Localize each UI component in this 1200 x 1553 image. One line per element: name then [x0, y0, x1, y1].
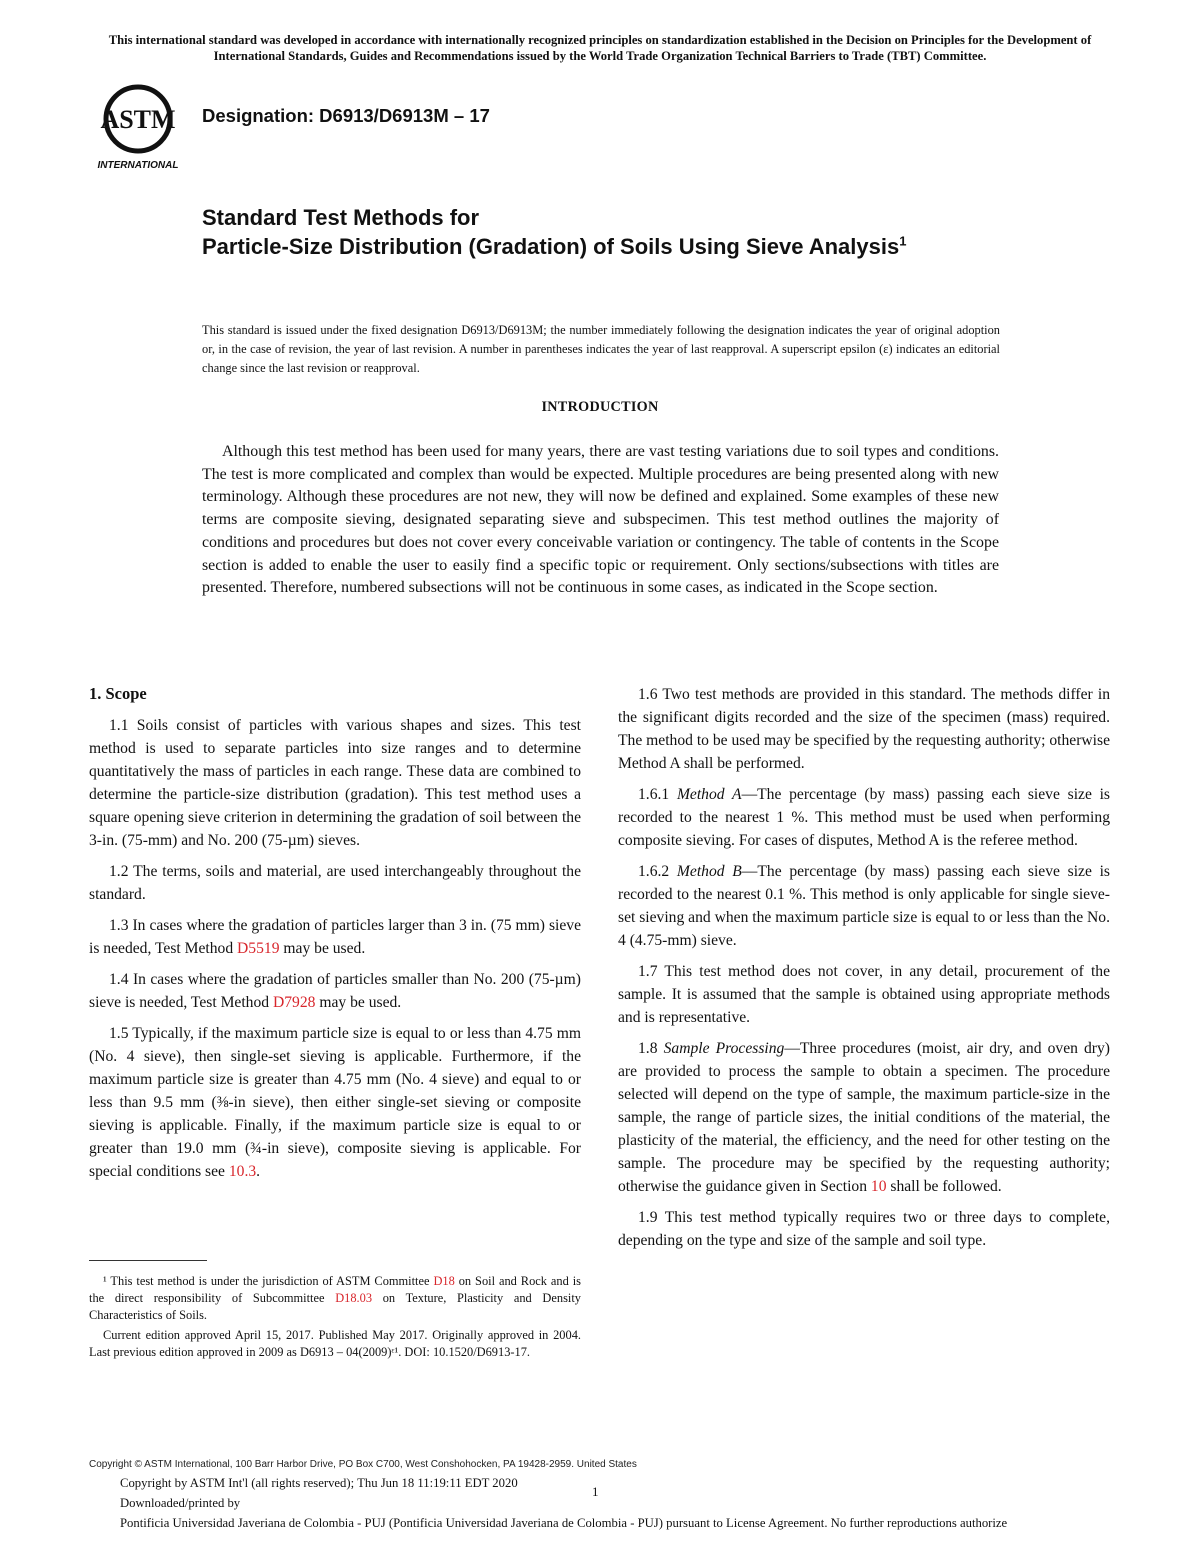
- paragraph-1-8-end: shall be followed.: [886, 1178, 1002, 1195]
- paragraph-1-1: 1.1 Soils consist of particles with various shapes and sizes. This test method is used to separate particles into size ranges and to determine quantitatively the mass of particles in each range. These data are combined to determine the particle-size distribution (gradation). This test method uses a square opening sieve criterion in determining the gradation of soil between the 3-in. (75-mm) and No. 200 (75-µm) sieves.: [89, 717, 581, 849]
- astm-logo: [86, 82, 190, 172]
- paragraph-1-6-2: [618, 860, 1110, 952]
- footnote-divider: [89, 1260, 207, 1261]
- link-d7928[interactable]: D7928: [272, 994, 316, 1011]
- page-number: 1: [592, 1484, 599, 1499]
- title-line-2: [202, 232, 1042, 261]
- paragraph-1-6-2-text: —The percentage (by mass) passing each sieve size is recorded to the nearest 0.1 %. This method is only applicable for single sieve-set sieving and when the maximum particle size is equal to or less than the No. 4 (4.75-mm) sieve.: [618, 863, 1110, 949]
- title-line-1: Standard Test Methods for: [202, 205, 480, 230]
- paragraph-1-5: [89, 1022, 581, 1183]
- link-section-10[interactable]: 10: [870, 1178, 887, 1195]
- left-column: [89, 682, 581, 1191]
- paragraph-1-6-1-text: —The percentage (by mass) passing each sieve size is recorded to the nearest 1 %. This method must be used when performing composite sieving. For cases of disputes, Method A is the referee method.: [618, 786, 1111, 849]
- paragraph-1-6: 1.6 Two test methods are provided in this standard. The methods differ in the significant digits recorded and the size of the specimen (mass) required. The method to be used may be specified by the requesting authority; otherwise Method A shall be performed.: [618, 686, 1110, 772]
- paragraph-1-8: [618, 1037, 1110, 1198]
- introduction-heading: INTRODUCTION: [541, 399, 659, 415]
- title-footnote-mark: 1: [899, 233, 907, 249]
- issue-note: This standard is issued under the fixed designation D6913/D6913M; the number immediately following the designation indicates the year of original adoption or, in the case of revision, the year of last revision. A number in parentheses indicates the year of last reapproval. A superscript epsilon (ε) indicates an editorial change since the last revision or reapproval.: [202, 323, 1000, 375]
- paragraph-1-6-1: [618, 783, 1110, 852]
- link-committee-d18[interactable]: D18: [433, 1274, 455, 1288]
- method-b-label: Method B: [676, 863, 742, 880]
- paragraph-1-4-text: 1.4 In cases where the gradation of particles smaller than No. 200 (75-µm) sieve is needed, Test Method: [89, 971, 581, 1011]
- paragraph-1-3-text: 1.3 In cases where the gradation of particles larger than 3 in. (75 mm) sieve is needed, Test Method: [89, 917, 581, 957]
- paragraph-1-6-1-number: 1.6.1: [638, 786, 677, 803]
- right-column: [618, 683, 1110, 1260]
- paragraph-1-6-2-number: 1.6.2: [638, 863, 677, 880]
- footnote-1: [89, 1273, 581, 1324]
- link-section-10-3[interactable]: 10.3: [228, 1163, 257, 1180]
- paragraph-1-5-text: 1.5 Typically, if the maximum particle size is equal to or less than 4.75 mm (No. 4 sieve), then single-set sieving is applicable. Furthermore, if the maximum particle size is greater than 4.75 mm (No. 4 sieve) and equal to or less than 9.5 mm (⅜-in sieve), then either single-set sieving or composite sieving is applicable. Finally, if the maximum particle size is equal to or greater than 19.0 mm (¾-in sieve), composite sieving is applicable. For special conditions see: [89, 1025, 581, 1180]
- method-a-label: Method A: [676, 786, 742, 803]
- logo-subtitle: INTERNATIONAL: [97, 160, 179, 171]
- download-line-1: Copyright by ASTM Int'l (all rights reserved); Thu Jun 18 11:19:11 EDT 2020: [120, 1476, 518, 1490]
- link-subcommittee-d18-03[interactable]: D18.03: [335, 1291, 373, 1305]
- copyright-line: Copyright © ASTM International, 100 Barr Harbor Drive, PO Box C700, West Conshohocken, PA 19428-2959. United States: [89, 1459, 637, 1470]
- footnote-1-text-3: on Texture, Plasticity and Density Characteristics of Soils.: [89, 1291, 581, 1322]
- paragraph-1-9: 1.9 This test method typically requires two or three days to complete, depending on the type and size of the sample and soil type.: [618, 1209, 1110, 1249]
- paragraph-1-3-end: may be used.: [279, 940, 366, 957]
- footnote-1-text: ¹ This test method is under the jurisdiction of ASTM Committee: [103, 1274, 434, 1288]
- paragraph-1-4: [89, 968, 581, 1014]
- footnote-edition: Current edition approved April 15, 2017. Published May 2017. Originally approved in 2004. Last previous edition approved in 2009 as D6913 – 04(2009)ᵋ¹. DOI: 10.1520/D6913-17.: [89, 1328, 581, 1359]
- paragraph-1-2: 1.2 The terms, soils and material, are used interchangeably throughout the standard.: [89, 863, 581, 903]
- paragraph-1-8-number: 1.8: [638, 1040, 664, 1057]
- paragraph-1-3: [89, 914, 581, 960]
- introduction-body: Although this test method has been used for many years, there are vast testing variations due to soil types and conditions. The test is more complicated and complex than would be expected. Multiple procedures are being presented along with new terminology. Although these procedures are not new, they will now be defined and explained. Some examples of these new terms are composite sieving, designated separating sieve and subspecimen. This test method outlines the majority of conditions and procedures but does not cover every conceivable variation or contingency. The table of contents in the Scope section is added to enable the user to easily find a specific topic or requirement. Only sections/subsections with titles are presented. Therefore, numbered subsections will not be continuous in some cases, as indicated in the Scope section.: [202, 443, 999, 597]
- footnotes: [89, 1273, 581, 1364]
- title-main: Particle-Size Distribution (Gradation) of Soils Using Sieve Analysis: [202, 234, 900, 259]
- paragraph-1-7: 1.7 This test method does not cover, in any detail, procurement of the sample. It is assumed that the sample is obtained using appropriate methods and is representative.: [618, 963, 1110, 1026]
- paragraph-1-5-end: .: [256, 1163, 261, 1180]
- paragraph-1-4-end: may be used.: [315, 994, 402, 1011]
- logo-letters: ASTM: [100, 105, 176, 134]
- top-notice: This international standard was developed in accordance with internationally recognized principles on standardization established in the Decision on Principles for the Development of International Standards, Guides and Recommendations issued by the World Trade Organization Technical Barriers to Trade (TBT) Committee.: [108, 33, 1092, 63]
- paragraph-1-8-text: —Three procedures (moist, air dry, and oven dry) are provided to process the sample to obtain a specimen. The procedure selected will depend on the type of sample, the maximum particle-size in the sample, the range of particle sizes, the initial conditions of the material, the plasticity of the material, the efficiency, and the need for other testing on the sample. The procedure may be specified by the requesting authority; otherwise the guidance given in Section: [618, 1040, 1110, 1195]
- astm-logo-mark: [86, 82, 190, 172]
- link-d5519[interactable]: D5519: [237, 940, 280, 957]
- download-line-3: Pontificia Universidad Javeriana de Colombia - PUJ (Pontificia Universidad Javeriana de Colombia - PUJ) pursuant to License Agreement. No further reproductions authorize: [120, 1516, 1008, 1530]
- designation: Designation: D6913/D6913M – 17: [202, 105, 490, 126]
- scope-heading: 1. Scope: [89, 684, 147, 703]
- sample-processing-label: Sample Processing: [663, 1040, 785, 1057]
- document-title: [202, 203, 1042, 261]
- download-line-2: Downloaded/printed by: [120, 1496, 241, 1510]
- footnote-1-text-2: on Soil and Rock and is the direct responsibility of Subcommittee: [89, 1274, 581, 1305]
